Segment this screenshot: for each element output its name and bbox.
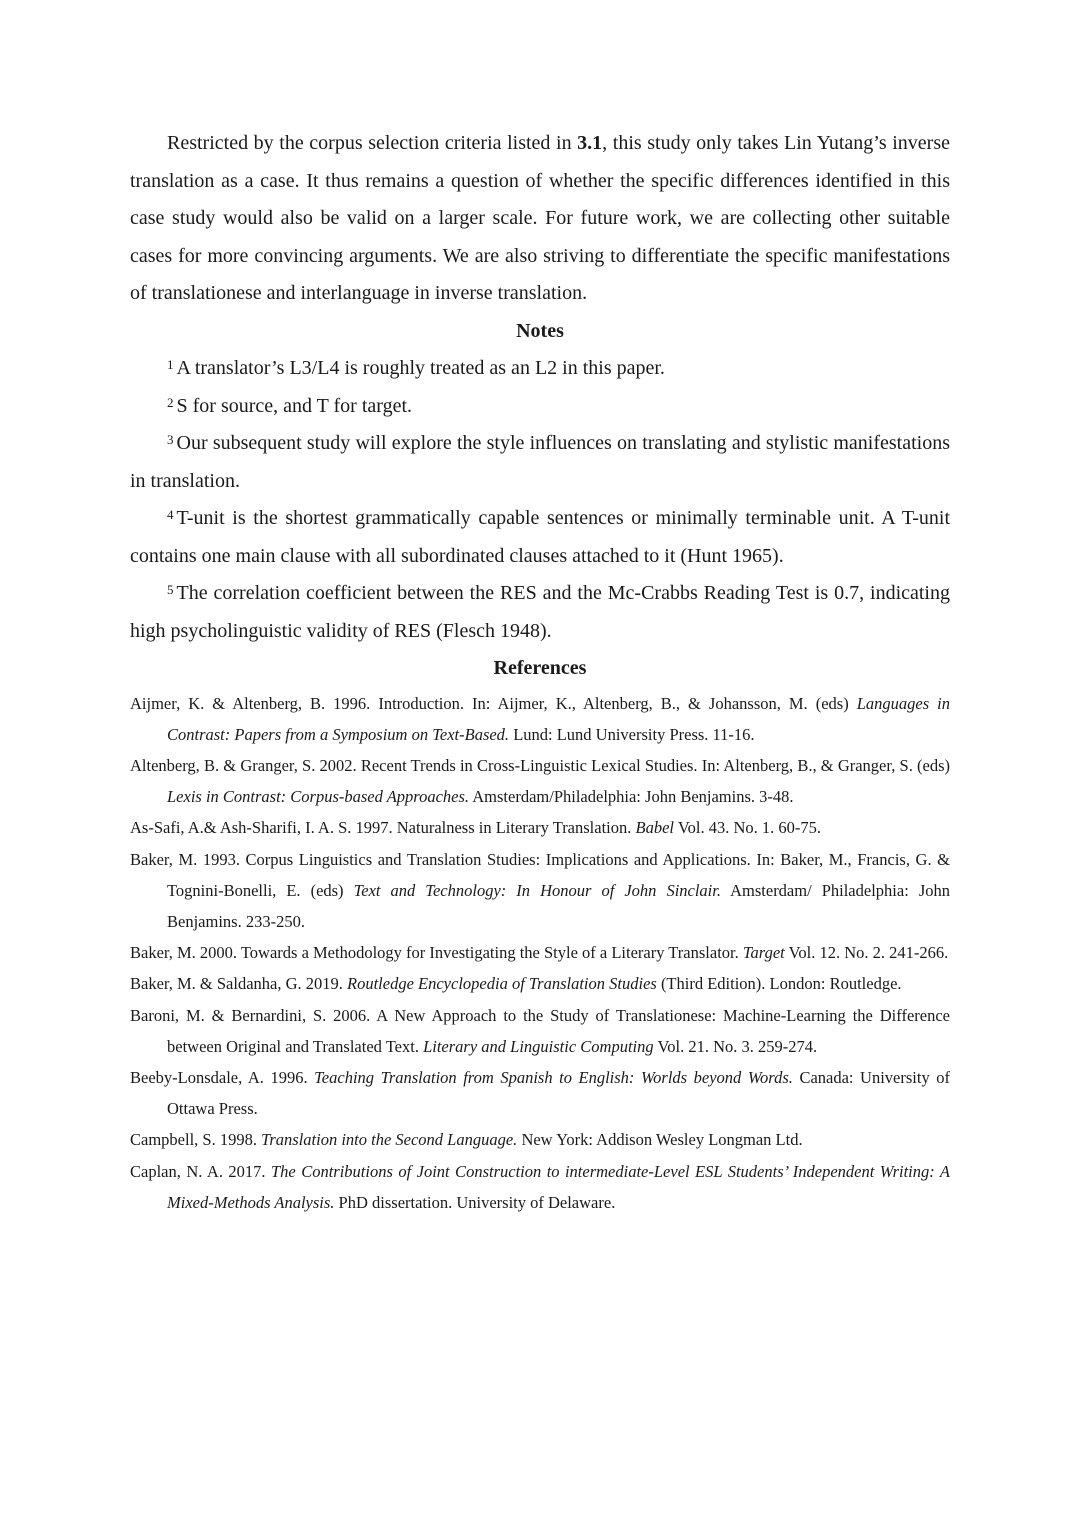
reference-entry (130, 688, 950, 750)
reference-title: Translation into the Second Language. (261, 1130, 518, 1150)
reference-entry (130, 812, 950, 843)
notes-heading: Notes (516, 319, 564, 342)
reference-authors: Altenberg, B. & Granger, S. 2002. Recent Trends in Cross-Linguistic Lexical Studies. In: Altenberg, B., & Granger, S. (eds) (130, 755, 950, 775)
reference-entry (130, 1156, 950, 1218)
note-text: T-unit is the shortest grammatically capable sentences or minimally terminable unit. A T-unit contains one main clause with all subordinated clauses attached to it (Hunt 1965). (130, 507, 950, 567)
page (130, 125, 950, 1218)
reference-publisher: Amsterdam/Philadelphia: John Benjamins. 3-48. (469, 787, 794, 807)
note-text: The correlation coefficient between the RES and the Mc-Crabbs Reading Test is 0.7, indicating high psycholinguistic validity of RES (Flesch 1948). (130, 582, 950, 642)
note-number: 2 (167, 394, 174, 410)
reference-title: Literary and Linguistic Computing (423, 1036, 654, 1056)
reference-authors: Baker, M. & Saldanha, G. 2019. (130, 974, 348, 994)
reference-entry (130, 750, 950, 812)
body-text-start: Restricted by the corpus selection criteria listed in (167, 132, 578, 154)
reference-authors: Beeby-Lonsdale, A. 1996. (130, 1067, 315, 1087)
notes-list (130, 350, 950, 650)
reference-publisher: Vol. 21. No. 3. 259-274. (653, 1036, 818, 1056)
reference-title: Babel (635, 818, 675, 838)
reference-title: The Contributions of Joint Construction to intermediate-Level ESL Students’ Independent Writing: A Mixed-Methods Analysis. (167, 1161, 950, 1212)
reference-title: Teaching Translation from Spanish to English: Worlds beyond Words. (314, 1067, 793, 1087)
reference-authors: Baroni, M. & Bernardini, S. 2006. A New Approach to the Study of Translationese: Machine-Learning the Difference between Original and Translated Text. (130, 1005, 950, 1056)
reference-entry (130, 1000, 950, 1062)
reference-entry (130, 968, 950, 999)
note-item (130, 388, 950, 426)
note-number: 1 (167, 357, 174, 372)
reference-entry (130, 844, 950, 938)
reference-publisher: Lund: Lund University Press. 11-16. (509, 724, 755, 744)
reference-title: Lexis in Contrast: Corpus-based Approaches. (167, 787, 470, 807)
note-number: 5 (167, 582, 174, 597)
references-heading: References (493, 657, 587, 679)
body-text-end: , this study only takes Lin Yutang’s inverse translation as a case. It thus remains a question of whether the specific differences identified in this case study would also be valid on a larger scale. For future work, we are collecting other suitable cases for more convincing arguments. We are also striving to differentiate the specific manifestations of translationese and interlanguage in inverse translation. (130, 132, 950, 304)
note-number: 4 (167, 507, 174, 522)
reference-publisher: (Third Edition). London: Routledge. (656, 974, 902, 994)
reference-entry (130, 937, 950, 968)
reference-authors: Aijmer, K. & Altenberg, B. 1996. Introduction. In: Aijmer, K., Altenberg, B., & Johansson, M. (eds) (130, 693, 857, 713)
reference-authors: Baker, M. 2000. Towards a Methodology for Investigating the Style of a Literary Translator. (130, 943, 743, 963)
references-list (130, 688, 950, 1218)
note-item (130, 575, 950, 650)
note-text: A translator’s L3/L4 is roughly treated as an L2 in this paper. (176, 357, 665, 379)
reference-authors: Caplan, N. A. 2017. (130, 1161, 271, 1181)
reference-title: Languages in Contrast: Papers from a Symposium on Text-Based. (167, 693, 950, 744)
reference-publisher: Vol. 12. No. 2. 241-266. (784, 943, 949, 963)
section-reference: 3.1 (577, 132, 603, 154)
note-number: 3 (167, 432, 174, 447)
body-paragraph (130, 125, 950, 313)
reference-title: Target (742, 943, 785, 963)
reference-publisher: New York: Addison Wesley Longman Ltd. (517, 1130, 803, 1150)
reference-title: Text and Technology: In Honour of John Sinclair. (353, 880, 721, 900)
note-item (130, 500, 950, 575)
reference-authors: Baker, M. 1993. Corpus Linguistics and Translation Studies: Implications and Applications. In: Baker, M., Francis, G. & Tognini-Bonelli, E. (eds) (130, 849, 950, 900)
note-item (130, 425, 950, 500)
note-text: Our subsequent study will explore the style influences on translating and stylistic manifestations in translation. (130, 432, 950, 492)
reference-publisher: Canada: University of Ottawa Press. (167, 1067, 951, 1119)
reference-authors: As-Safi, A.& Ash-Sharifi, I. A. S. 1997. Naturalness in Literary Translation. (130, 818, 636, 838)
reference-entry (130, 1062, 950, 1124)
reference-publisher: PhD dissertation. University of Delaware. (334, 1192, 616, 1212)
note-item (130, 350, 950, 388)
reference-entry (130, 1124, 950, 1155)
reference-title: Routledge Encyclopedia of Translation Studies (347, 974, 657, 994)
reference-publisher: Amsterdam/ Philadelphia: John Benjamins. 233-250. (167, 880, 950, 931)
reference-publisher: Vol. 43. No. 1. 60-75. (674, 818, 822, 838)
note-text: S for source, and T for target. (176, 394, 412, 417)
reference-authors: Campbell, S. 1998. (130, 1130, 262, 1150)
